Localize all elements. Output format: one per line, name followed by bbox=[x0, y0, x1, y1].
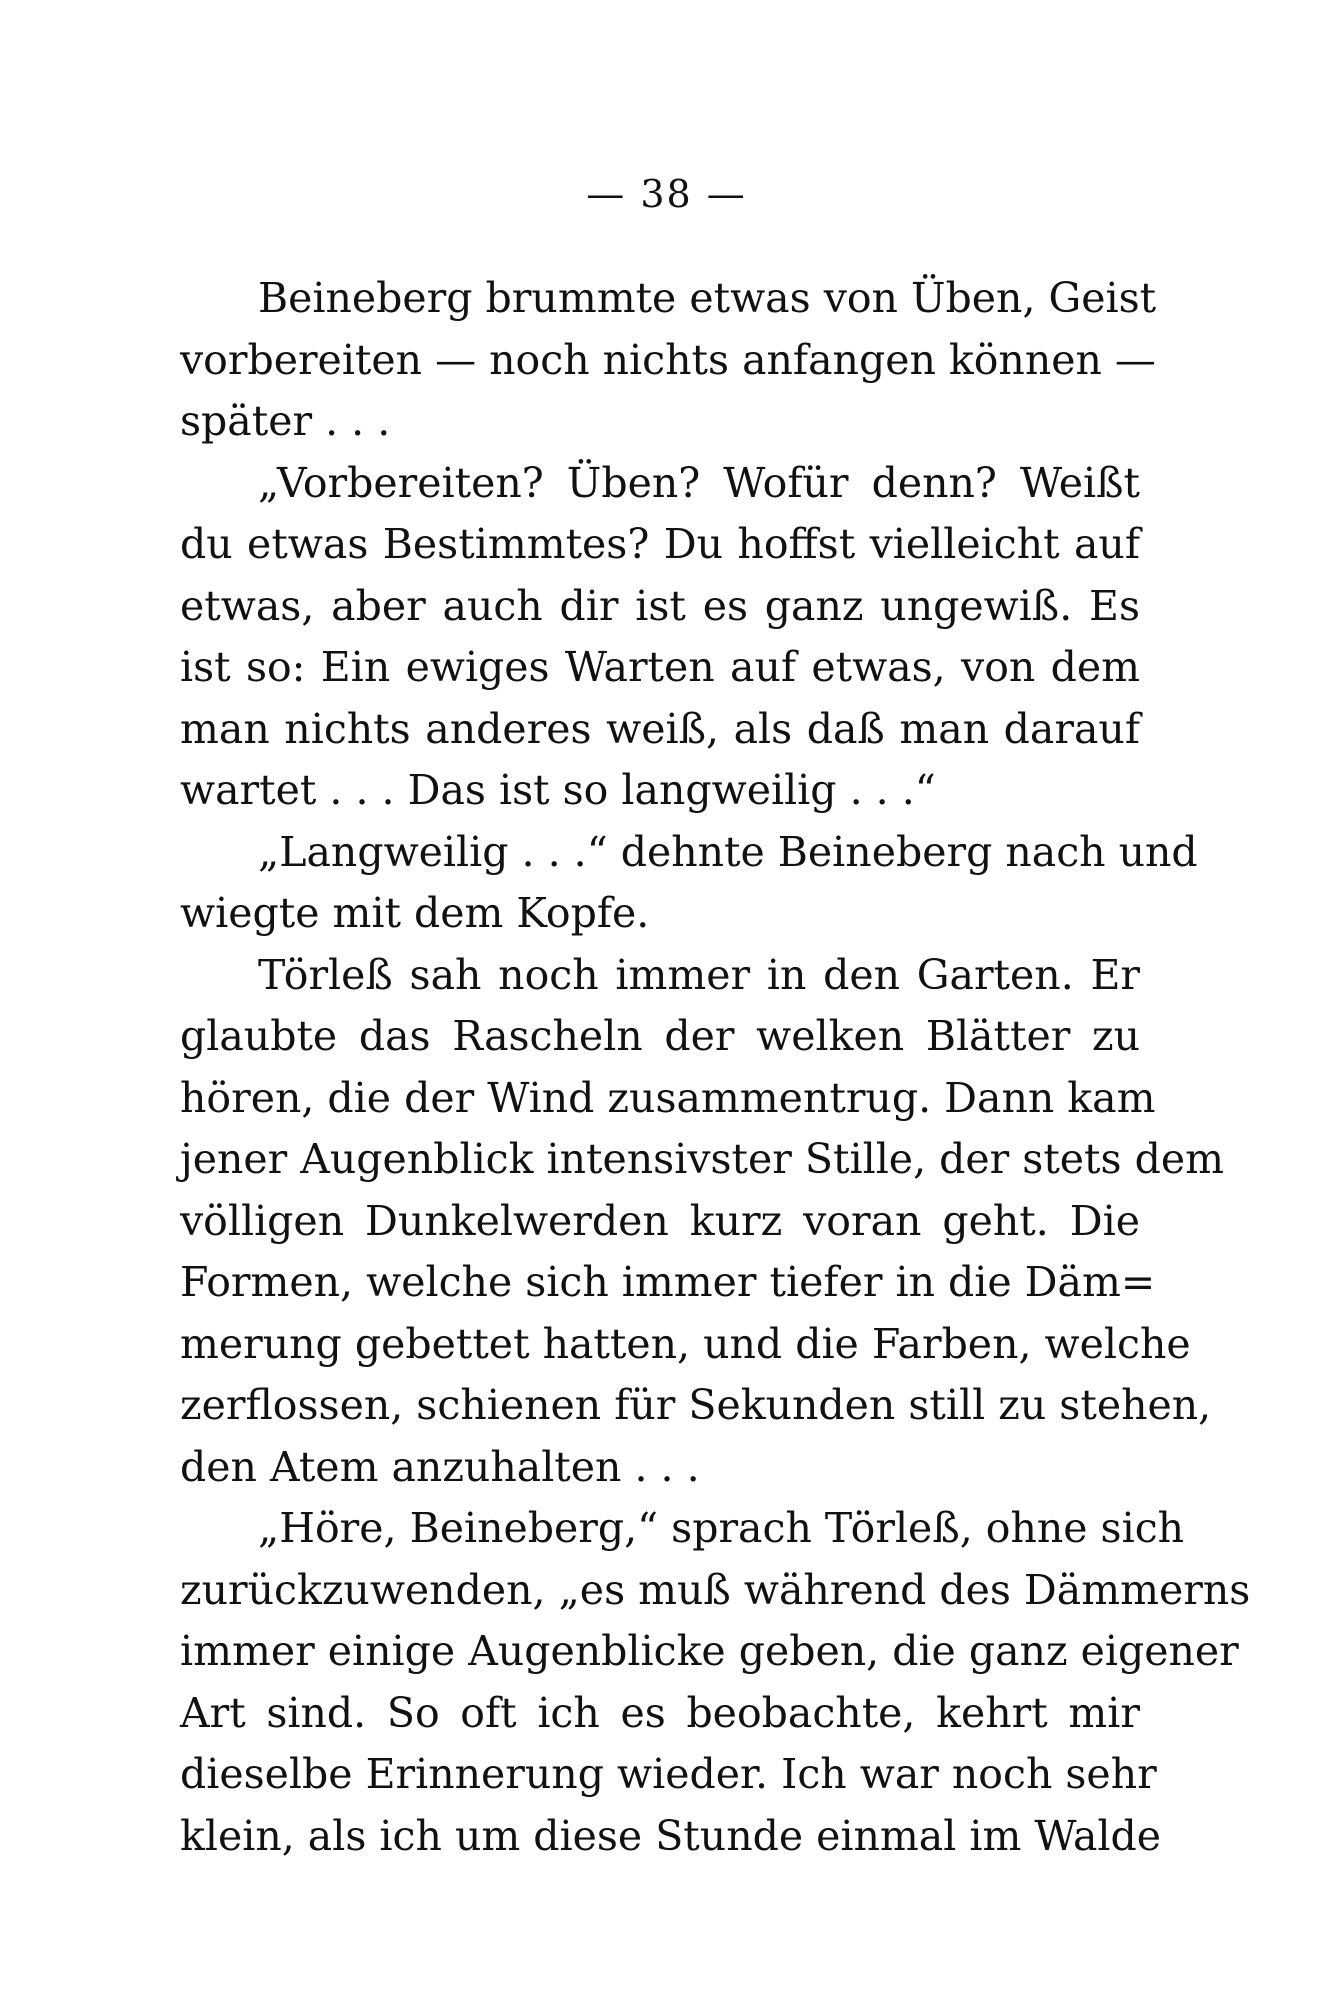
text-line: den Atem anzuhalten . . . bbox=[180, 1442, 700, 1491]
text-line: völligen Dunkelwerden kurz voran geht. Die bbox=[180, 1196, 1140, 1245]
page-number: — 38 — bbox=[586, 172, 747, 216]
text-line: hören, die der Wind zusammentrug. Dann kam bbox=[180, 1073, 1156, 1122]
text-line: „Langweilig . . .“ dehnte Beineberg nach und bbox=[258, 827, 1198, 876]
text-line: dieselbe Erinnerung wieder. Ich war noch sehr bbox=[180, 1750, 1157, 1798]
text-line: du etwas Bestimmtes? Du hoffst vielleicht auf bbox=[180, 520, 1140, 568]
text-line: ist so: Ein ewiges Warten auf etwas, von dem bbox=[180, 643, 1140, 691]
text-line: etwas, aber auch dir ist es ganz ungewiß. Es bbox=[180, 581, 1140, 630]
text-line: Törleß sah noch immer in den Garten. Er bbox=[258, 950, 1140, 999]
text-line: Beineberg brummte etwas von Üben, Geist bbox=[258, 274, 1157, 322]
text-line: später . . . bbox=[180, 397, 391, 445]
text-line: jener Augenblick intensivster Stille, der stets dem bbox=[180, 1135, 1224, 1183]
text-line: Formen, welche sich immer tiefer in die Däm= bbox=[180, 1258, 1156, 1306]
text-line: glaubte das Rascheln der welken Blätter zu bbox=[180, 1012, 1140, 1060]
text-line: man nichts anderes weiß, als daß man darauf bbox=[180, 704, 1140, 753]
text-line: Art sind. So oft ich es beobachte, kehrt mir bbox=[180, 1688, 1140, 1737]
text-line: „Höre, Beineberg,“ sprach Törleß, ohne sich bbox=[258, 1504, 1185, 1552]
body-text bbox=[180, 268, 1251, 1867]
text-line: zerflossen, schienen für Sekunden still zu stehen, bbox=[180, 1381, 1212, 1429]
text-line: zurückzuwenden, „es muß während des Dämmerns bbox=[180, 1565, 1251, 1614]
text-line: klein, als ich um diese Stunde einmal im Walde bbox=[180, 1811, 1162, 1860]
text-line: merung gebettet hatten, und die Farben, welche bbox=[180, 1319, 1191, 1368]
text-line: immer einige Augenblicke geben, die ganz eigener bbox=[180, 1627, 1239, 1675]
text-line: wartet . . . Das ist so langweilig . . .“ bbox=[180, 766, 936, 814]
text-line: „Vorbereiten? Üben? Wofür denn? Weißt bbox=[258, 458, 1140, 507]
text-line: vorbereiten — noch nichts anfangen können — bbox=[180, 335, 1156, 384]
text-line: wiegte mit dem Kopfe. bbox=[180, 889, 650, 937]
